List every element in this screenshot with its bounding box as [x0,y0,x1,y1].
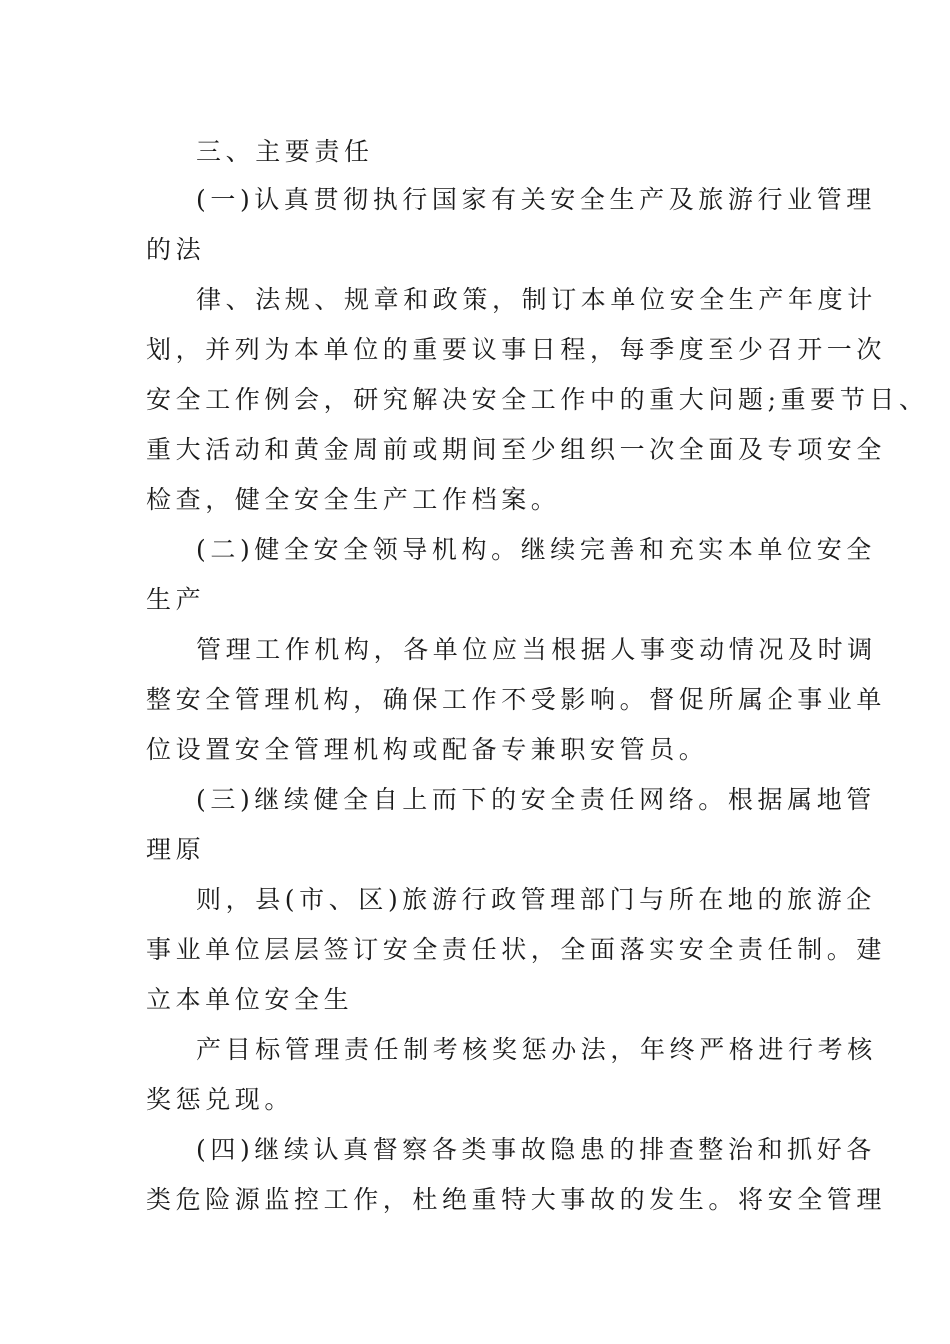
paragraph-line: 位设置安全管理机构或配备专兼职安管员。 [146,735,709,764]
paragraph-line: 的法 [146,235,206,264]
paragraph-line: 安全工作例会，研究解决安全工作中的重大问题;重要节日、 [146,385,929,414]
paragraph-line: 律、法规、规章和政策，制订本单位安全生产年度计 [196,285,877,314]
paragraph-line: 事业单位层层签订安全责任状，全面落实安全责任制。建 [146,935,887,964]
paragraph-line: (二)健全安全领导机构。继续完善和充实本单位安全 [196,535,876,564]
paragraph-line: 管理工作机构，各单位应当根据人事变动情况及时调 [196,635,877,664]
paragraph-line: (一)认真贯彻执行国家有关安全生产及旅游行业管理 [196,185,876,214]
paragraph-line: (三)继续健全自上而下的安全责任网络。根据属地管 [196,785,876,814]
paragraph-line: 类危险源监控工作，杜绝重特大事故的发生。将安全管理 [146,1185,887,1214]
section-heading: 三、主要责任 [196,137,374,166]
paragraph-line: 则，县(市、区)旅游行政管理部门与所在地的旅游企 [196,885,876,914]
paragraph-line: 生产 [146,585,206,614]
paragraph-line: 立本单位安全生 [146,985,354,1014]
paragraph-line: 重大活动和黄金周前或期间至少组织一次全面及专项安全 [146,435,887,464]
paragraph-line: 奖惩兑现。 [146,1085,295,1114]
paragraph-line: 理原 [146,835,206,864]
paragraph-line: 划，并列为本单位的重要议事日程，每季度至少召开一次 [146,335,887,364]
paragraph-line: 检查，健全安全生产工作档案。 [146,485,561,514]
paragraph-line: 整安全管理机构，确保工作不受影响。督促所属企事业单 [146,685,887,714]
paragraph-line: (四)继续认真督察各类事故隐患的排查整治和抓好各 [196,1135,876,1164]
paragraph-line: 产目标管理责任制考核奖惩办法，年终严格进行考核 [196,1035,877,1064]
